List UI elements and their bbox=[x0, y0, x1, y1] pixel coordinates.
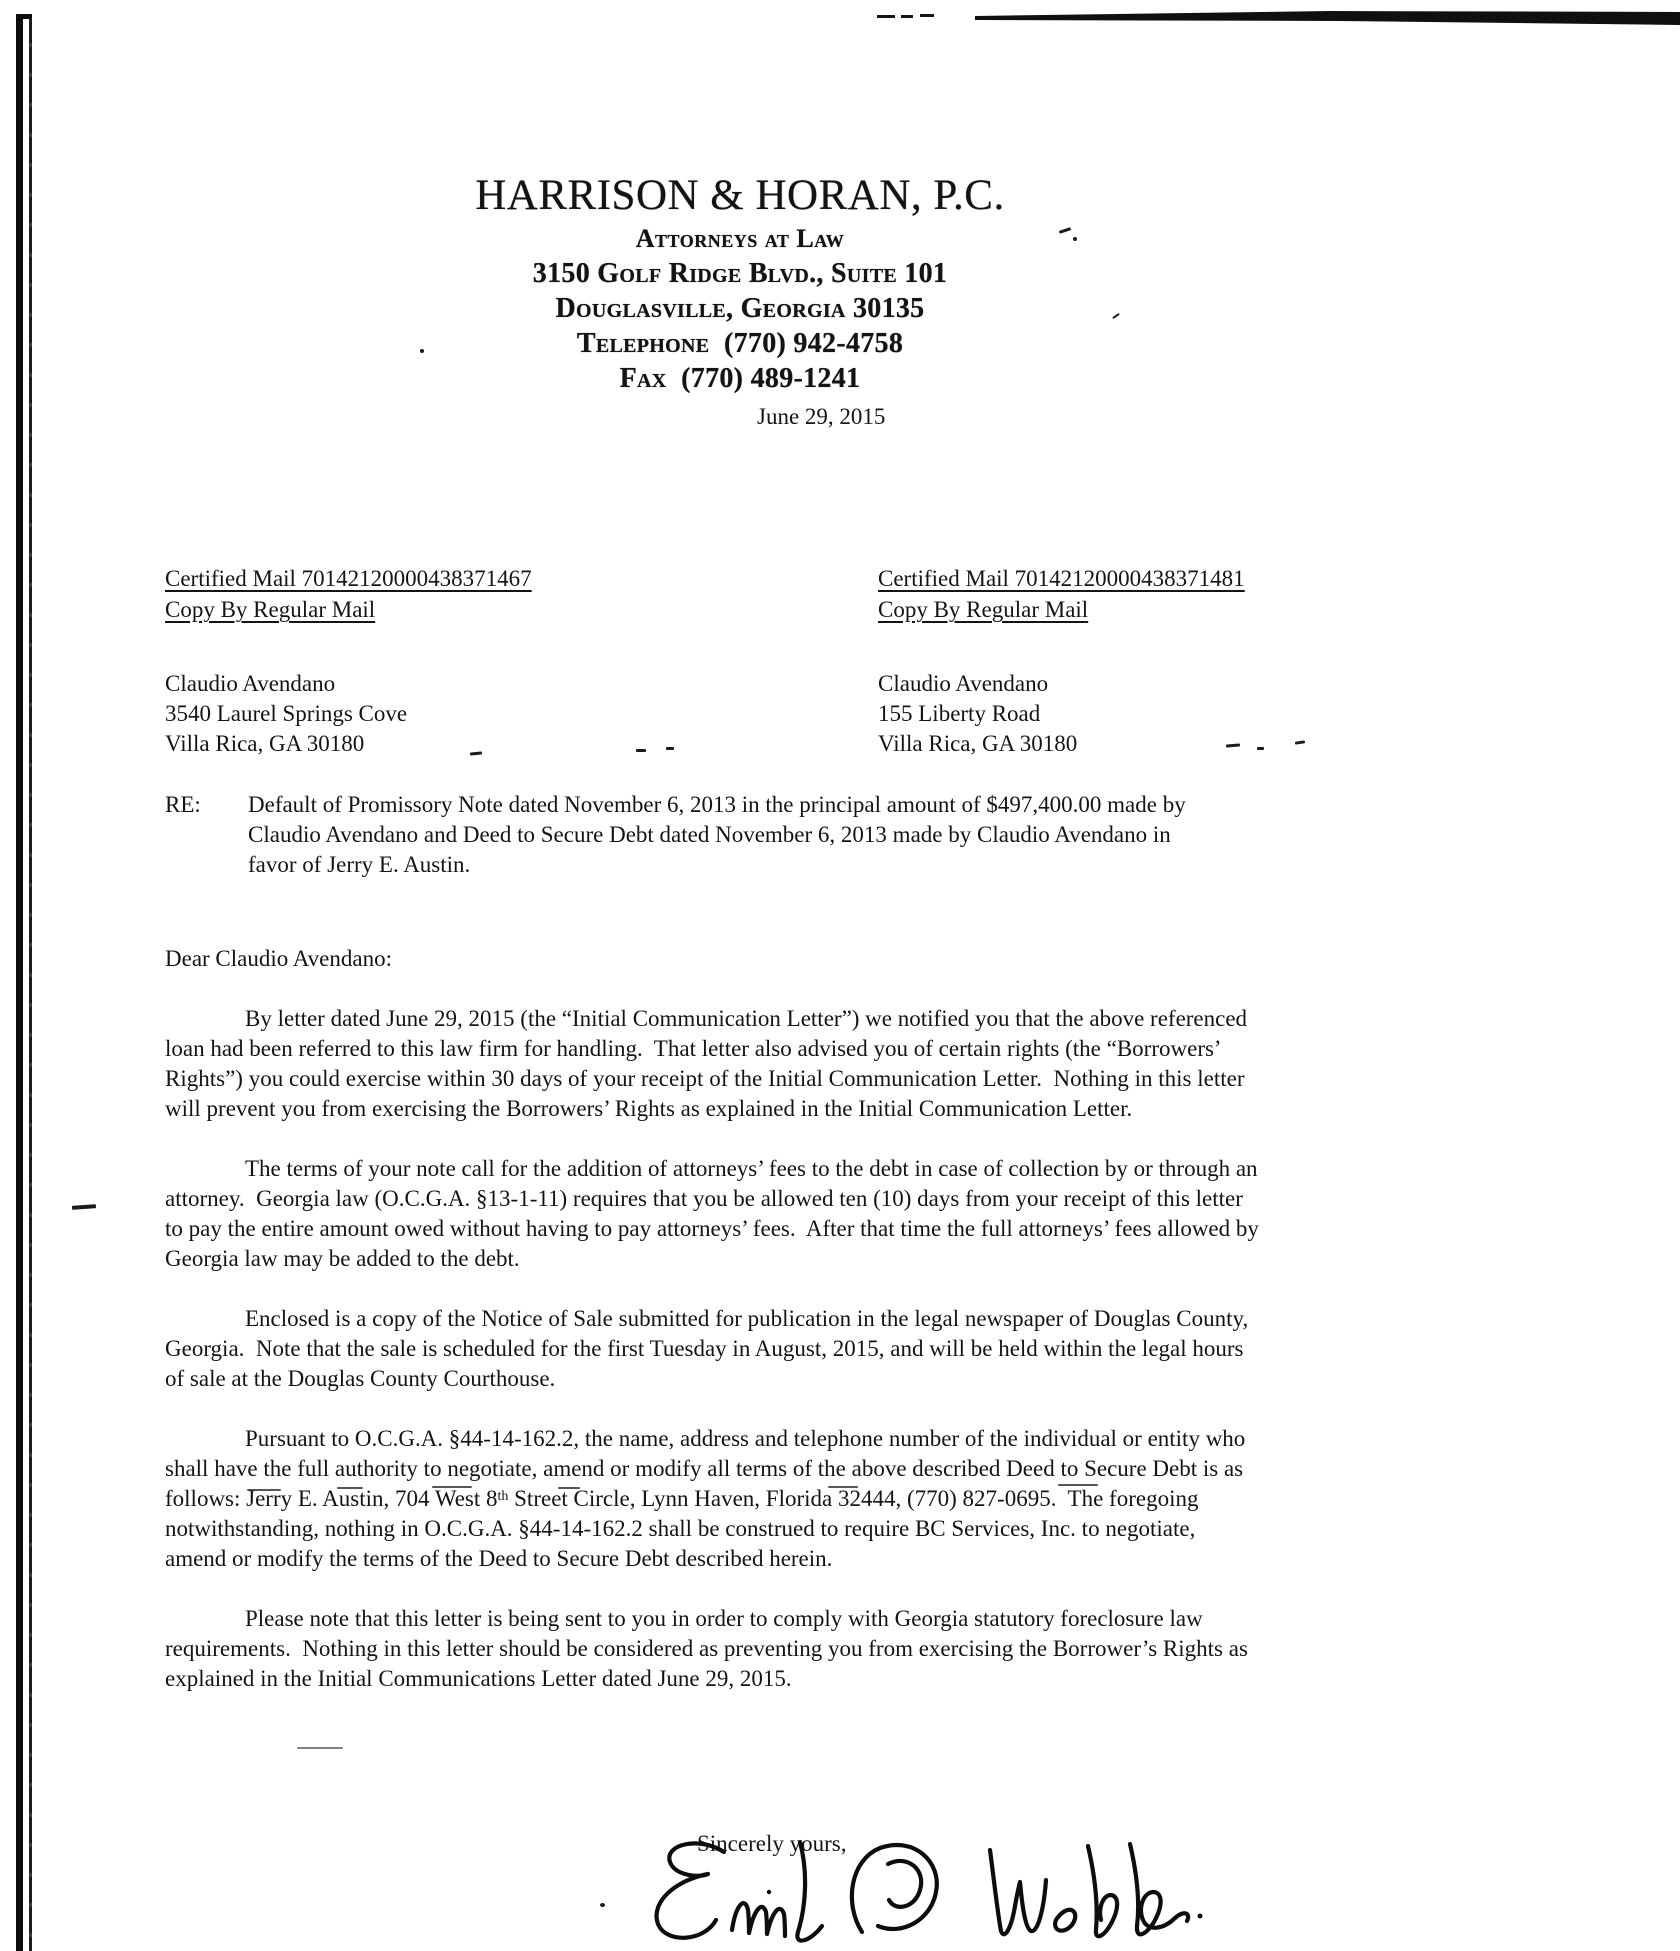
letterhead-phone: Telephone (770) 942-4758 bbox=[576, 328, 904, 359]
paragraph-4-text: Pursuant to O.C.G.A. §44-14-162.2, the name, address and telephone number of the individual or entity who shall have the full authority to negotiate, amend or modify all terms of the above described Deed to Secure Debt is as follows: Jerry E. Austin, 704 West 8 bbox=[165, 1426, 1252, 1511]
recipients-row bbox=[165, 563, 1315, 773]
letterhead-address1: 3150 Golf Ridge Blvd., Suite 101 bbox=[532, 258, 948, 289]
body-paragraph-5: Please note that this letter is being sent to you in order to comply with Georgia statutory foreclosure law requirements. Nothing in this letter should be considered as preventing you from exercising the Borrower’s Rights as explained in the Initial Communications Letter dated June 29, 2015. bbox=[165, 1606, 1254, 1691]
salutation: Dear Claudio Avendano: bbox=[165, 946, 392, 971]
letterhead-address2: Douglasville, Georgia 30135 bbox=[555, 293, 925, 324]
letterhead-fax: Fax (770) 489-1241 bbox=[619, 363, 861, 394]
firm-name: HARRISON & HORAN, P.C. bbox=[475, 172, 1005, 219]
paragraph-4-text: Street Circle, Lynn Haven, Florida 32444, (770) 827-0695. The foregoing notwithstanding, nothing in O.C.G.A. §44-14-162.2 shall be construed to require BC Services, Inc. to negotiate, amend or modify the terms of the Deed to Secure Debt described herein. bbox=[165, 1486, 1205, 1571]
letterhead bbox=[165, 170, 1315, 396]
copy-by-regular-mail-line: Copy By Regular Mail bbox=[878, 597, 1089, 622]
recipient-address bbox=[878, 669, 1448, 759]
scan-border-inner bbox=[29, 17, 32, 1951]
recipient-name: Claudio Avendano bbox=[165, 671, 336, 696]
certified-mail-line: Certified Mail 70142120000438371467 bbox=[165, 566, 532, 591]
scan-streak bbox=[860, 8, 1680, 32]
body-paragraph-3: Enclosed is a copy of the Notice of Sale submitted for publication in the legal newspaper of Douglas County, Georgia. Note that the sale is scheduled for the first Tuesday in August, 2015, and will be held within the legal hours of sale at the Douglas County Courthouse. bbox=[165, 1306, 1254, 1391]
body-paragraph-4 bbox=[165, 1424, 1260, 1574]
recipient-street: 3540 Laurel Springs Cove bbox=[165, 701, 408, 726]
recipient-name: Claudio Avendano bbox=[878, 671, 1049, 696]
scan-border-outer bbox=[16, 14, 23, 1951]
valediction: Sincerely yours, bbox=[697, 1831, 847, 1856]
certified-mail-line: Certified Mail 70142120000438371481 bbox=[878, 566, 1245, 591]
copy-by-regular-mail-line: Copy By Regular Mail bbox=[165, 597, 376, 622]
recipient-city: Villa Rica, GA 30180 bbox=[878, 731, 1078, 756]
letter-date: June 29, 2015 bbox=[757, 404, 886, 429]
re-label: RE: bbox=[165, 792, 201, 817]
scan-artifact bbox=[297, 1747, 343, 1749]
body-paragraph-2: The terms of your note call for the addition of attorneys’ fees to the debt in case of collection by or through an attorney. Georgia law (O.C.G.A. §13-1-11) requires that you be allowed ten (10) days from your receipt of this letter to pay the entire amount owed without having to pay attorneys’ fees. After that time the full attorneys’ fees allowed by Georgia law may be added to the debt. bbox=[165, 1156, 1265, 1271]
recipient-street: 155 Liberty Road bbox=[878, 701, 1041, 726]
handwritten-signature bbox=[648, 1836, 1248, 1951]
scan-artifact bbox=[600, 1903, 605, 1907]
recipient-block-1 bbox=[165, 563, 735, 759]
ordinal-superscript: th bbox=[497, 1489, 509, 1504]
recipient-address bbox=[165, 669, 735, 759]
body-paragraph-1: By letter dated June 29, 2015 (the “Initial Communication Letter”) we notified you that the above referenced loan had been referred to this law firm for handling. That letter also advised you of certain rights (the “Borrowers’ Rights”) you could exercise within 30 days of your receipt of the Initial Communication Letter. Nothing in this letter will prevent you from exercising the Borrowers’ Rights as explained in the Initial Communication Letter. bbox=[165, 1006, 1253, 1121]
letter-body bbox=[165, 790, 1265, 1724]
re-block bbox=[165, 790, 1260, 880]
scan-border-cap bbox=[16, 14, 32, 19]
scan-artifact bbox=[72, 1204, 96, 1210]
letterhead-tagline: Attorneys at Law bbox=[635, 224, 845, 253]
re-text: Default of Promissory Note dated November 6, 2013 in the principal amount of $497,400.00 made by Claudio Avendano and Deed to Secure Debt dated November 6, 2013 made by Claudio Avendano in favor of Jerry E. Austin. bbox=[248, 792, 1192, 877]
recipient-city: Villa Rica, GA 30180 bbox=[165, 731, 365, 756]
recipient-block-2 bbox=[878, 563, 1448, 759]
